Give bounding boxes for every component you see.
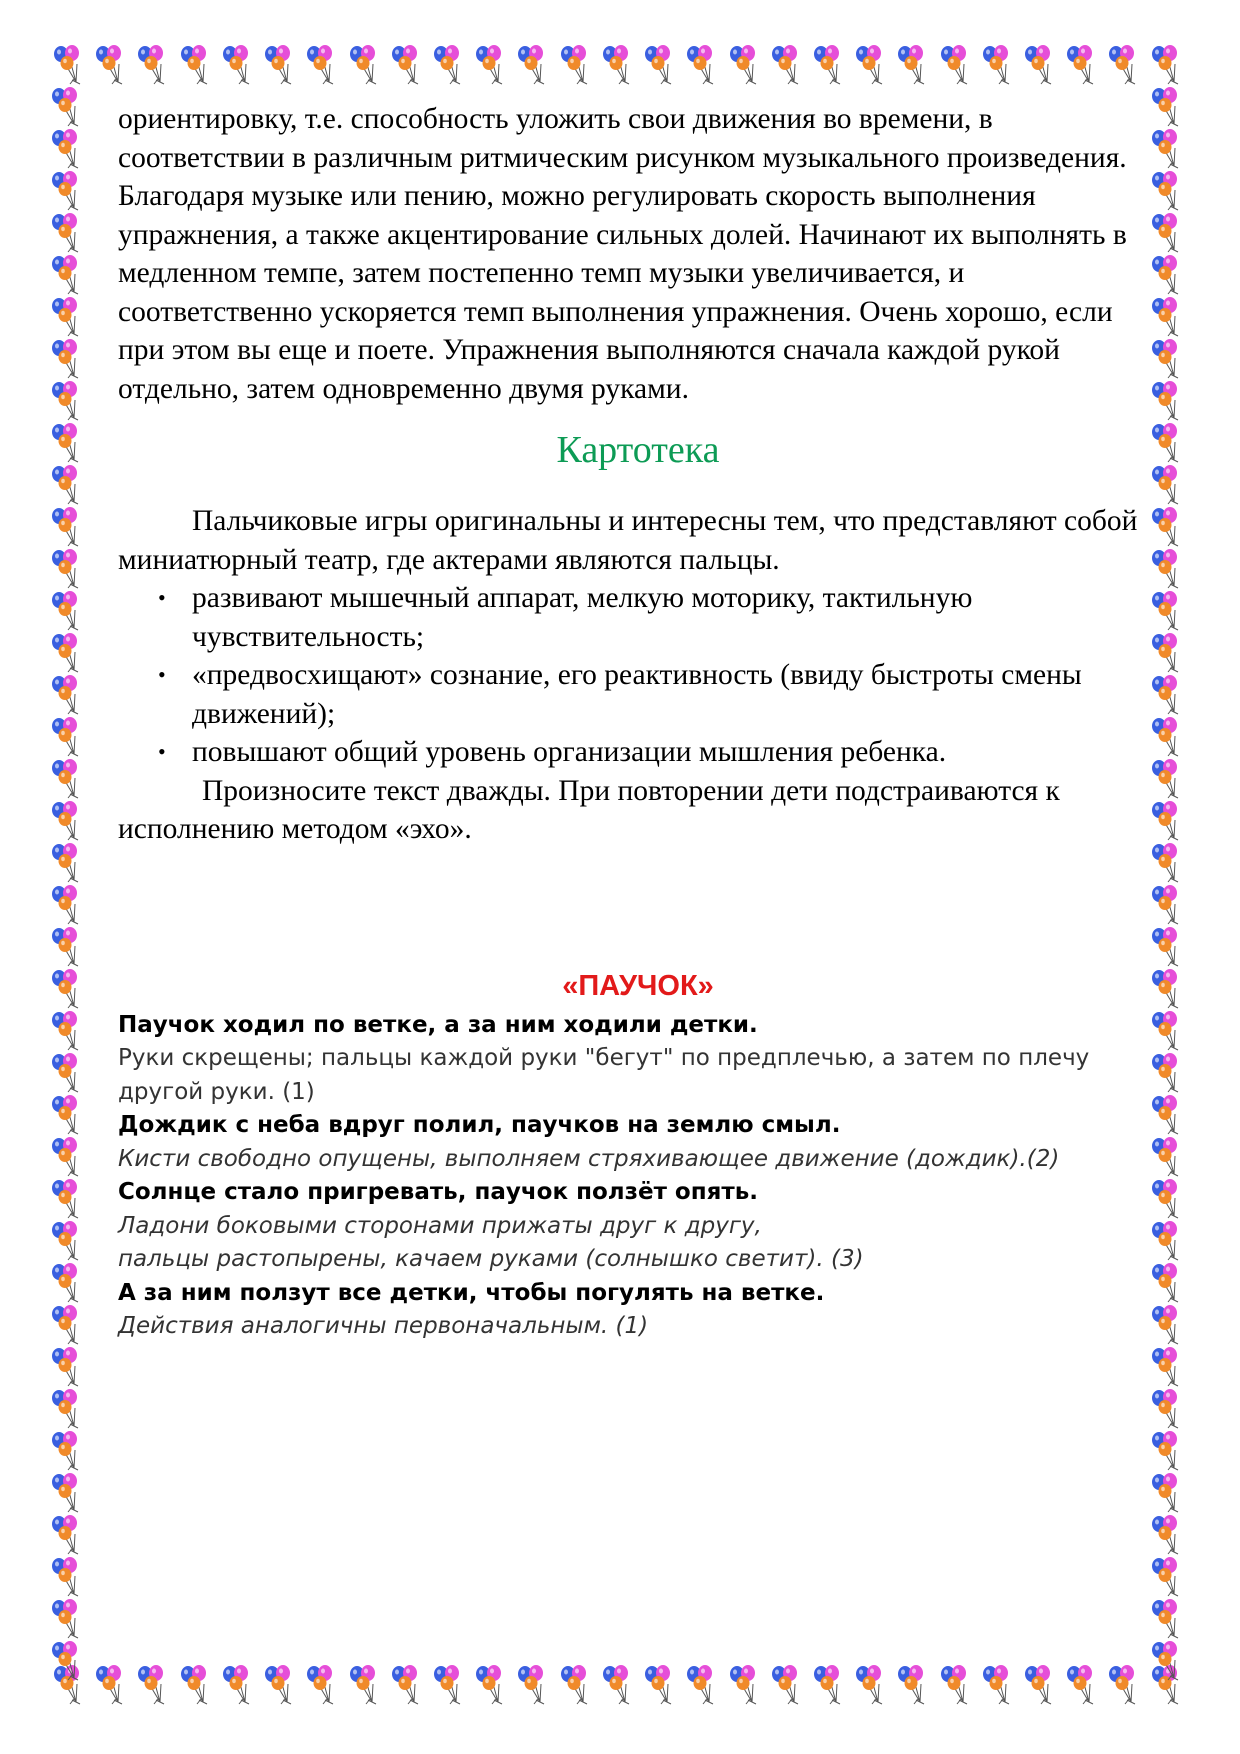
bullet-icon: • <box>158 662 166 687</box>
balloon-icon <box>979 44 1021 86</box>
balloon-icon <box>48 674 90 716</box>
balloon-icon <box>48 1262 90 1304</box>
balloon-icon <box>48 1640 90 1682</box>
balloon-icon <box>219 1664 261 1706</box>
list-item <box>158 733 1158 772</box>
balloon-icon <box>514 44 556 86</box>
balloon-icon <box>48 254 90 296</box>
poem-verse-line: Солнце стало пригревать, паучок ползёт опять. <box>118 1179 758 1205</box>
section-closing: Произносите текст дважды. При повторении дети подстраиваются к исполнению методом «эхо». <box>118 774 1060 845</box>
poem-instruction: Руки скрещены; пальцы каждой руки "бегут" по предплечью, а затем по плечу другой руки. (1) <box>118 1045 1090 1105</box>
balloon-icon <box>134 1664 176 1706</box>
balloon-icon <box>979 1664 1021 1706</box>
balloon-icon <box>1063 1664 1105 1706</box>
balloon-icon <box>894 44 936 86</box>
intro-paragraph-2: Благодаря музыке или пению, можно регулировать скорость выполнения упражнения, а также акцентирование сильных долей. Начинают их выполнять в медленном темпе, затем постепенно темп музыки увеличивается, и соответственно ускоряется темп выполнения упражнения. Очень хорошо, если при этом вы еще и поете. Упражнения выполняются сначала каждой рукой отдельно, затем одновременно двумя руками. <box>118 180 1127 405</box>
poem-verse-line: Дождик с неба вдруг полил, паучков на землю смыл. <box>118 1112 841 1138</box>
balloon-icon <box>48 1220 90 1262</box>
list-item <box>158 656 1158 733</box>
balloon-icon <box>48 380 90 422</box>
balloon-icon <box>48 716 90 758</box>
balloon-icon <box>48 1010 90 1052</box>
balloon-icon <box>1148 1388 1190 1430</box>
balloon-icon <box>1148 1430 1190 1472</box>
spacer <box>118 849 1158 969</box>
balloon-icon <box>134 44 176 86</box>
balloon-icon <box>430 1664 472 1706</box>
balloon-icon <box>48 1556 90 1598</box>
balloon-border-left <box>48 86 94 1666</box>
balloon-icon <box>177 44 219 86</box>
intro-paragraph-1: ориентировку, т.е. способность уложить свои движения во времени, в соответствии в различным ритмическим рисунком музыкального произведения. <box>118 103 1127 174</box>
balloon-icon <box>48 842 90 884</box>
benefits-list <box>118 579 1158 772</box>
balloon-icon <box>48 632 90 674</box>
balloon-icon <box>599 1664 641 1706</box>
balloon-icon <box>92 1664 134 1706</box>
balloon-icon <box>599 44 641 86</box>
balloon-icon <box>48 1514 90 1556</box>
balloon-icon <box>430 44 472 86</box>
balloon-icon <box>48 422 90 464</box>
balloon-icon <box>852 1664 894 1706</box>
balloon-icon <box>92 44 134 86</box>
balloon-icon <box>1148 44 1190 86</box>
balloon-icon <box>641 44 683 86</box>
balloon-icon <box>557 1664 599 1706</box>
balloon-icon <box>48 1598 90 1640</box>
balloon-icon <box>1148 1472 1190 1514</box>
balloon-icon <box>937 1664 979 1706</box>
balloon-icon <box>346 44 388 86</box>
balloon-icon <box>261 44 303 86</box>
balloon-icon <box>48 338 90 380</box>
balloon-icon <box>388 44 430 86</box>
poem-title: «ПАУЧОК» <box>562 969 714 1002</box>
balloon-icon <box>894 1664 936 1706</box>
balloon-icon <box>48 1052 90 1094</box>
balloon-icon <box>472 44 514 86</box>
balloon-icon <box>48 548 90 590</box>
balloon-icon <box>557 44 599 86</box>
balloon-icon <box>261 1664 303 1706</box>
balloon-icon <box>48 1346 90 1388</box>
balloon-icon <box>1148 1640 1190 1682</box>
balloon-icon <box>1021 44 1063 86</box>
balloon-icon <box>514 1664 556 1706</box>
balloon-icon <box>48 170 90 212</box>
balloon-icon <box>303 44 345 86</box>
balloon-icon <box>810 1664 852 1706</box>
balloon-icon <box>683 1664 725 1706</box>
bullet-icon: • <box>158 739 166 764</box>
balloon-icon <box>1148 1598 1190 1640</box>
poem-verse-line: А за ним ползут все детки, чтобы погулять на ветке. <box>118 1279 825 1306</box>
list-item-text: развивают мышечный аппарат, мелкую моторику, тактильную чувствительность; <box>192 582 973 653</box>
poem-instruction: пальцы растопырены, качаем руками (солнышко светит). (3) <box>118 1246 864 1272</box>
poem-instruction: Кисти свободно опущены, выполняем стряхивающее движение (дождик).(2) <box>118 1145 1060 1172</box>
balloon-icon <box>48 968 90 1010</box>
section-title: Картотека <box>556 429 720 471</box>
balloon-icon <box>48 590 90 632</box>
balloon-icon <box>48 884 90 926</box>
balloon-icon <box>1148 1514 1190 1556</box>
balloon-icon <box>388 1664 430 1706</box>
balloon-icon <box>48 212 90 254</box>
bullet-icon: • <box>158 585 166 610</box>
balloon-icon <box>726 44 768 86</box>
balloon-icon <box>177 1664 219 1706</box>
balloon-icon <box>768 44 810 86</box>
balloon-icon <box>48 464 90 506</box>
balloon-icon <box>48 1094 90 1136</box>
balloon-icon <box>48 800 90 842</box>
list-item-text: «предвосхищают» сознание, его реактивность (ввиду быстроты смены движений); <box>192 659 1082 730</box>
balloon-icon <box>48 128 90 170</box>
balloon-icon <box>1148 1346 1190 1388</box>
balloon-icon <box>48 1136 90 1178</box>
balloon-icon <box>1105 44 1147 86</box>
balloon-border-bottom <box>50 1664 1190 1710</box>
balloon-icon <box>768 1664 810 1706</box>
balloon-icon <box>48 1304 90 1346</box>
balloon-icon <box>1148 1556 1190 1598</box>
balloon-icon <box>810 44 852 86</box>
document-content <box>118 100 1158 1344</box>
balloon-icon <box>683 44 725 86</box>
balloon-icon <box>1063 44 1105 86</box>
balloon-icon <box>219 44 261 86</box>
balloon-icon <box>1021 1664 1063 1706</box>
balloon-icon <box>937 44 979 86</box>
poem-verse-line: Паучок ходил по ветке, а за ним ходили детки. <box>118 1011 758 1038</box>
balloon-icon <box>48 1430 90 1472</box>
balloon-icon <box>48 86 90 128</box>
balloon-icon <box>48 296 90 338</box>
balloon-icon <box>852 44 894 86</box>
balloon-icon <box>1105 1664 1147 1706</box>
balloon-icon <box>48 506 90 548</box>
list-item-text: повышают общий уровень организации мышления ребенка. <box>192 736 947 768</box>
balloon-icon <box>48 758 90 800</box>
section-lead: Пальчиковые игры оригинальны и интересны тем, что представляют собой миниатюрный театр, где актерами являются пальцы. <box>118 505 1138 576</box>
balloon-icon <box>48 926 90 968</box>
balloon-icon <box>726 1664 768 1706</box>
balloon-icon <box>48 1472 90 1514</box>
balloon-icon <box>48 1388 90 1430</box>
list-item <box>158 579 1158 656</box>
poem-instruction: Ладони боковыми сторонами прижаты друг к другу, <box>118 1212 762 1239</box>
balloon-icon <box>346 1664 388 1706</box>
balloon-icon <box>641 1664 683 1706</box>
balloon-border-top <box>50 44 1190 90</box>
balloon-icon <box>472 1664 514 1706</box>
balloon-icon <box>303 1664 345 1706</box>
poem-instruction: Действия аналогичны первоначальным. (1) <box>118 1313 649 1339</box>
balloon-icon <box>48 1178 90 1220</box>
balloon-icon <box>50 44 92 86</box>
